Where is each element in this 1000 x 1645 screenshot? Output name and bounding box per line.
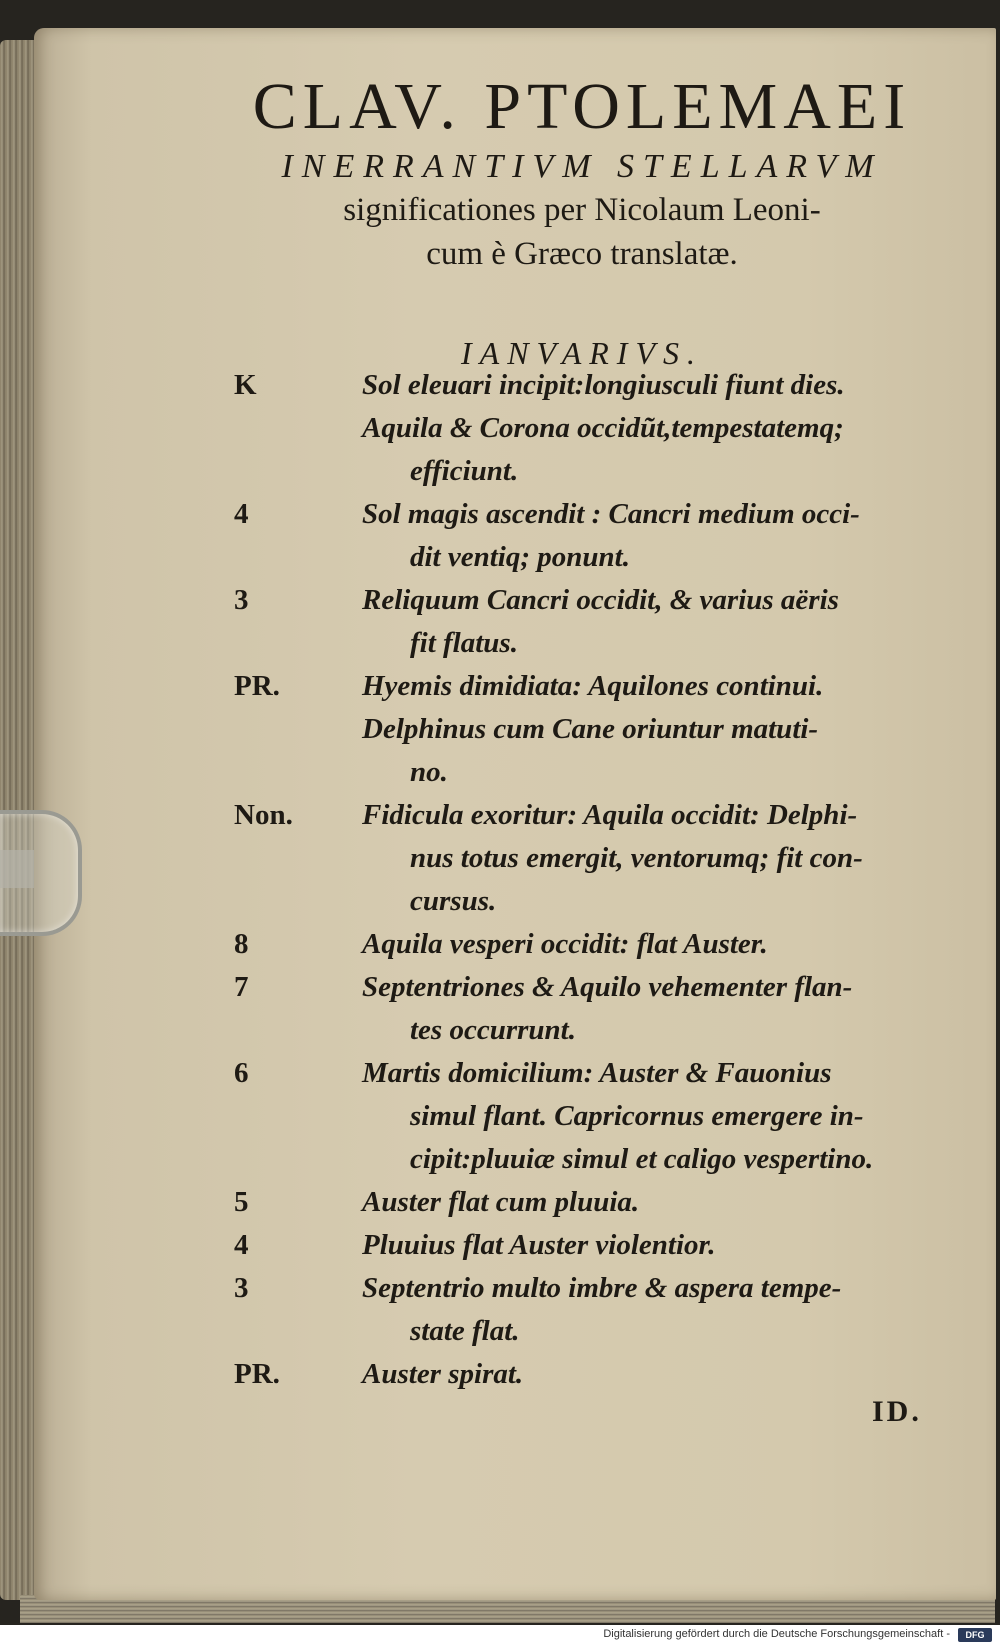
- entry-text: [362, 1181, 940, 1224]
- entry-text: [362, 794, 940, 923]
- entry-line: Aquila & Corona occidũt,tempestatemq;: [362, 412, 844, 444]
- entry-line: Pluuius flat Auster violentior.: [362, 1229, 716, 1261]
- entry-line: Auster flat cum pluuia.: [362, 1186, 640, 1218]
- footer-credit: Digitalisierung gefördert durch die Deutsche Forschungsgemeinschaft -: [603, 1628, 950, 1640]
- entry-line: cipit:pluuiæ simul et caligo vespertino.: [410, 1143, 874, 1175]
- entry-text: [362, 364, 940, 493]
- dfg-logo: DFG: [958, 1628, 992, 1642]
- entry-line: Auster spirat.: [362, 1358, 524, 1390]
- entry-day-marker: 3: [234, 584, 249, 616]
- entry-line: dit ventiq; ponunt.: [410, 541, 630, 573]
- entry-day-marker: 8: [234, 928, 249, 960]
- entry-text: [362, 493, 940, 579]
- entry-day-marker: 4: [234, 498, 249, 530]
- entry-line: Sol magis ascendit : Cancri medium occi-: [362, 498, 860, 530]
- entry-day-marker: Non.: [234, 799, 293, 831]
- entry-text: [362, 1052, 940, 1181]
- entry-line: Aquila vesperi occidit: flat Auster.: [362, 928, 768, 960]
- entry-line: Fidicula exoritur: Aquila occidit: Delphi-: [362, 799, 858, 831]
- subtitle-line-2: significationes per Nicolaum Leoni-: [343, 192, 821, 228]
- entry-day-marker: 3: [234, 1272, 249, 1304]
- entry-line: Septentriones & Aquilo vehementer flan-: [362, 971, 853, 1003]
- entry-line: Septentrio multo imbre & aspera tempe-: [362, 1272, 842, 1304]
- entry-line: Delphinus cum Cane oriuntur matuti-: [362, 713, 819, 745]
- entry-day-marker: K: [234, 369, 257, 401]
- entry-line: no.: [410, 756, 448, 788]
- entry-text: [362, 665, 940, 794]
- entry-line: Martis domicilium: Auster & Fauonius: [362, 1057, 832, 1089]
- entry-line: state flat.: [410, 1315, 520, 1347]
- entry-line: Sol eleuari incipit:longiusculi fiunt dies.: [362, 369, 845, 401]
- entry-text: [362, 923, 940, 966]
- entry-text: [362, 966, 940, 1052]
- entry-day-marker: 4: [234, 1229, 249, 1261]
- entry-text: [362, 1224, 940, 1267]
- entry-line: tes occurrunt.: [410, 1014, 576, 1046]
- entry-line: Hyemis dimidiata: Aquilones continui.: [362, 670, 824, 702]
- digitization-footer: [0, 1625, 1000, 1645]
- entry-line: fit flatus.: [410, 627, 518, 659]
- entry-line: Reliquum Cancri occidit, & varius aëris: [362, 584, 839, 616]
- page-subtitle: INERRANTIVM STELLARVM: [281, 148, 883, 185]
- entry-line: cursus.: [410, 885, 497, 917]
- entry-text: [362, 579, 940, 665]
- entry-day-marker: 5: [234, 1186, 249, 1218]
- entry-text: [362, 1267, 940, 1353]
- entry-day-marker: PR.: [234, 670, 280, 702]
- page-title: CLAV. PTOLEMAEI: [252, 70, 912, 143]
- entry-line: nus totus emergit, ventorumq; fit con-: [410, 842, 863, 874]
- subtitle-line-3: cum è Græco translatæ.: [426, 236, 738, 272]
- entry-day-marker: PR.: [234, 1358, 280, 1390]
- entry-day-marker: 7: [234, 971, 249, 1003]
- entry-day-marker: 6: [234, 1057, 249, 1089]
- month-heading: IANVARIVS.: [460, 335, 703, 371]
- entry-line: efficiunt.: [410, 455, 519, 487]
- catchword: ID.: [872, 1395, 922, 1428]
- entry-line: simul flant. Capricornus emergere in-: [410, 1100, 864, 1132]
- entry-text: [362, 1353, 940, 1396]
